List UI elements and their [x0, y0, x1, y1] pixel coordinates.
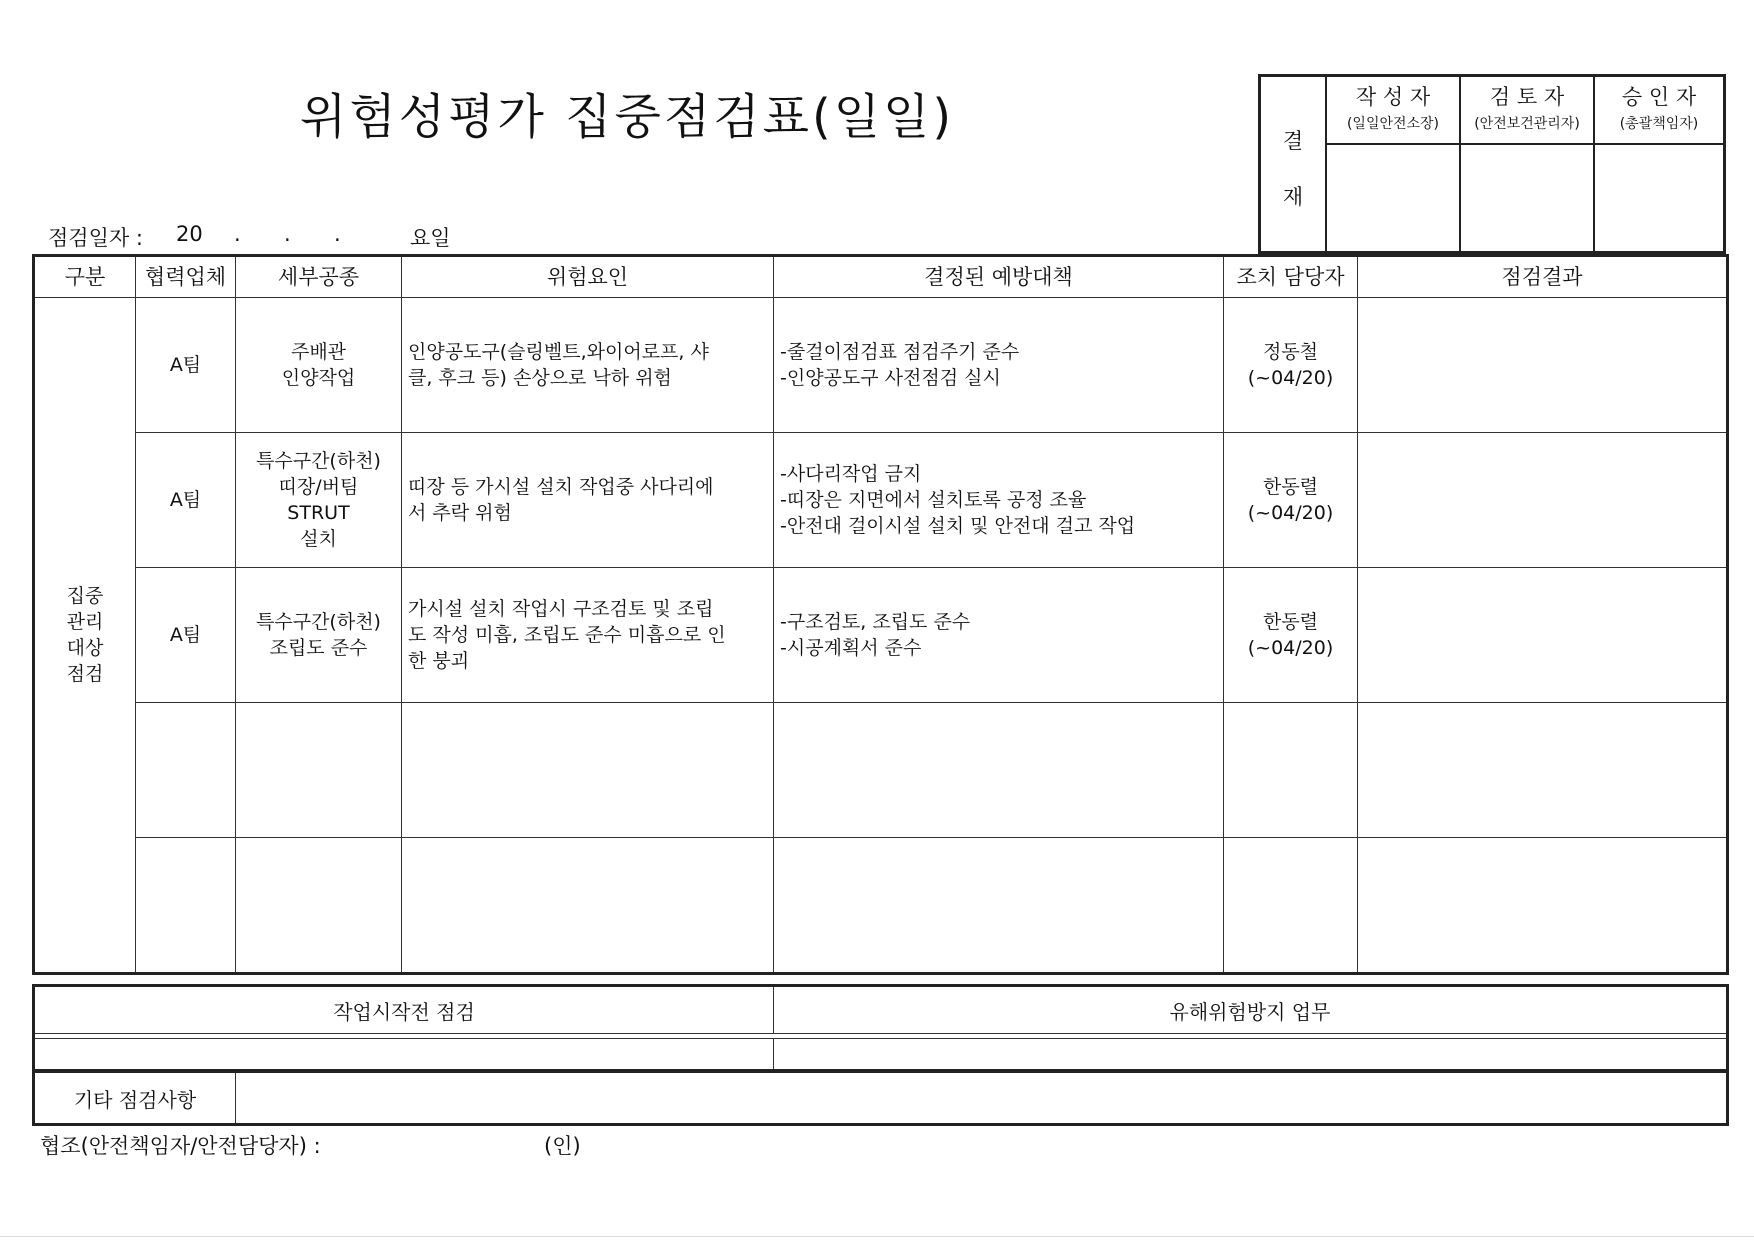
- inspection-table: [32, 254, 1729, 975]
- header-hazard: 위험요인: [402, 256, 774, 298]
- header-work-type: 세부공종: [236, 256, 402, 298]
- table-row: [34, 703, 1728, 838]
- header-company: 협력업체: [136, 256, 236, 298]
- pre-work-section: [32, 984, 1729, 1072]
- header-measures: 결정된 예방대책: [774, 256, 1224, 298]
- cooperation-label: 협조(안전책임자/안전담당자) :: [40, 1134, 321, 1158]
- approval-role-approver: 승 인 자: [1621, 85, 1697, 109]
- page-edge-line: [0, 1236, 1754, 1237]
- measures-cell[interactable]: -사다리작업 금지 -띠장은 지면에서 설치토록 공정 조율 -안전대 걸이시설 설치 및 안전대 걸고 작업: [774, 433, 1224, 568]
- measures-cell[interactable]: -줄걸이점검표 점검주기 준수 -인양공도구 사전점검 실시: [774, 298, 1224, 433]
- result-cell[interactable]: [1358, 433, 1728, 568]
- pre-work-inspection-label: 작업시작전 점검: [34, 986, 774, 1034]
- manager-cell[interactable]: 정동철 (~04/20): [1224, 298, 1358, 433]
- hazard-cell[interactable]: 인양공도구(슬링벨트,와이어로프, 샤 클, 후크 등) 손상으로 낙하 위험: [402, 298, 774, 433]
- measures-cell[interactable]: [774, 703, 1224, 838]
- signature-cell-reviewer[interactable]: [1461, 145, 1591, 251]
- measures-cell[interactable]: -구조검토, 조립도 준수 -시공계획서 준수: [774, 568, 1224, 703]
- company-cell[interactable]: A팀: [136, 568, 236, 703]
- table-row: [34, 568, 1728, 703]
- approval-role-reviewer: 검 토 자: [1489, 85, 1565, 109]
- manager-cell[interactable]: [1224, 703, 1358, 838]
- etc-inspection-label: 기타 점검사항: [34, 1072, 236, 1125]
- work-type-cell[interactable]: 특수구간(하천) 조립도 준수: [236, 568, 402, 703]
- hazard-cell[interactable]: [402, 703, 774, 838]
- result-cell[interactable]: [1358, 568, 1728, 703]
- hazard-prevention-label: 유해위험방지 업무: [774, 986, 1728, 1034]
- approval-side-label: 재: [1282, 185, 1304, 209]
- inspection-date-year[interactable]: 20: [176, 222, 203, 246]
- company-cell[interactable]: A팀: [136, 298, 236, 433]
- hazard-cell[interactable]: 띠장 등 가시설 설치 작업중 사다리에 서 추락 위험: [402, 433, 774, 568]
- measures-cell[interactable]: [774, 838, 1224, 974]
- inspection-date-dot: .: [334, 222, 341, 246]
- inspection-date-dot: .: [284, 222, 291, 246]
- result-cell[interactable]: [1358, 298, 1728, 433]
- signature-cell-author[interactable]: [1327, 145, 1457, 251]
- company-cell[interactable]: [136, 703, 236, 838]
- table-row: [34, 433, 1728, 568]
- table-row: [34, 298, 1728, 433]
- signature-cell-approver[interactable]: [1595, 145, 1723, 251]
- manager-cell[interactable]: [1224, 838, 1358, 974]
- company-cell[interactable]: A팀: [136, 433, 236, 568]
- category-cell: 집중 관리 대상 점검: [34, 298, 136, 974]
- header-manager: 조치 담당자: [1224, 256, 1358, 298]
- work-type-cell[interactable]: [236, 838, 402, 974]
- hazard-cell[interactable]: [402, 838, 774, 974]
- company-cell[interactable]: [136, 838, 236, 974]
- inspection-weekday-label: 요일: [410, 226, 451, 250]
- manager-cell[interactable]: 한동렬 (~04/20): [1224, 568, 1358, 703]
- table-row: [34, 838, 1728, 974]
- table-header-row: [34, 256, 1728, 298]
- hazard-cell[interactable]: 가시설 설치 작업시 구조검토 및 조립 도 작성 미흡, 조립도 준수 미흡으로 인 한 붕괴: [402, 568, 774, 703]
- approval-sub-reviewer: (안전보건관리자): [1474, 116, 1580, 132]
- manager-cell[interactable]: 한동렬 (~04/20): [1224, 433, 1358, 568]
- result-cell[interactable]: [1358, 838, 1728, 974]
- work-type-cell[interactable]: [236, 703, 402, 838]
- approval-side-label: 결: [1282, 129, 1304, 153]
- hazard-prevention-field[interactable]: [774, 1039, 1728, 1071]
- etc-section: [32, 1070, 1729, 1126]
- inspection-date-label: 점검일자 :: [48, 226, 143, 250]
- etc-inspection-field[interactable]: [236, 1072, 1728, 1125]
- result-cell[interactable]: [1358, 703, 1728, 838]
- approval-sub-author: (일일안전소장): [1346, 116, 1440, 132]
- header-result: 점검결과: [1358, 256, 1728, 298]
- header-category: 구분: [34, 256, 136, 298]
- work-type-cell[interactable]: 주배관 인양작업: [236, 298, 402, 433]
- approval-sub-approver: (총괄책임자): [1619, 116, 1699, 132]
- inspection-date-dot: .: [234, 222, 241, 246]
- work-type-cell[interactable]: 특수구간(하천) 띠장/버팀 STRUT 설치: [236, 433, 402, 568]
- approval-role-author: 작 성 자: [1355, 85, 1431, 109]
- pre-work-inspection-field[interactable]: [34, 1039, 774, 1071]
- seal-label[interactable]: (인): [544, 1134, 581, 1158]
- page-title: 위험성평가 집중점검표(일일): [300, 89, 955, 145]
- approval-box: [1258, 74, 1726, 254]
